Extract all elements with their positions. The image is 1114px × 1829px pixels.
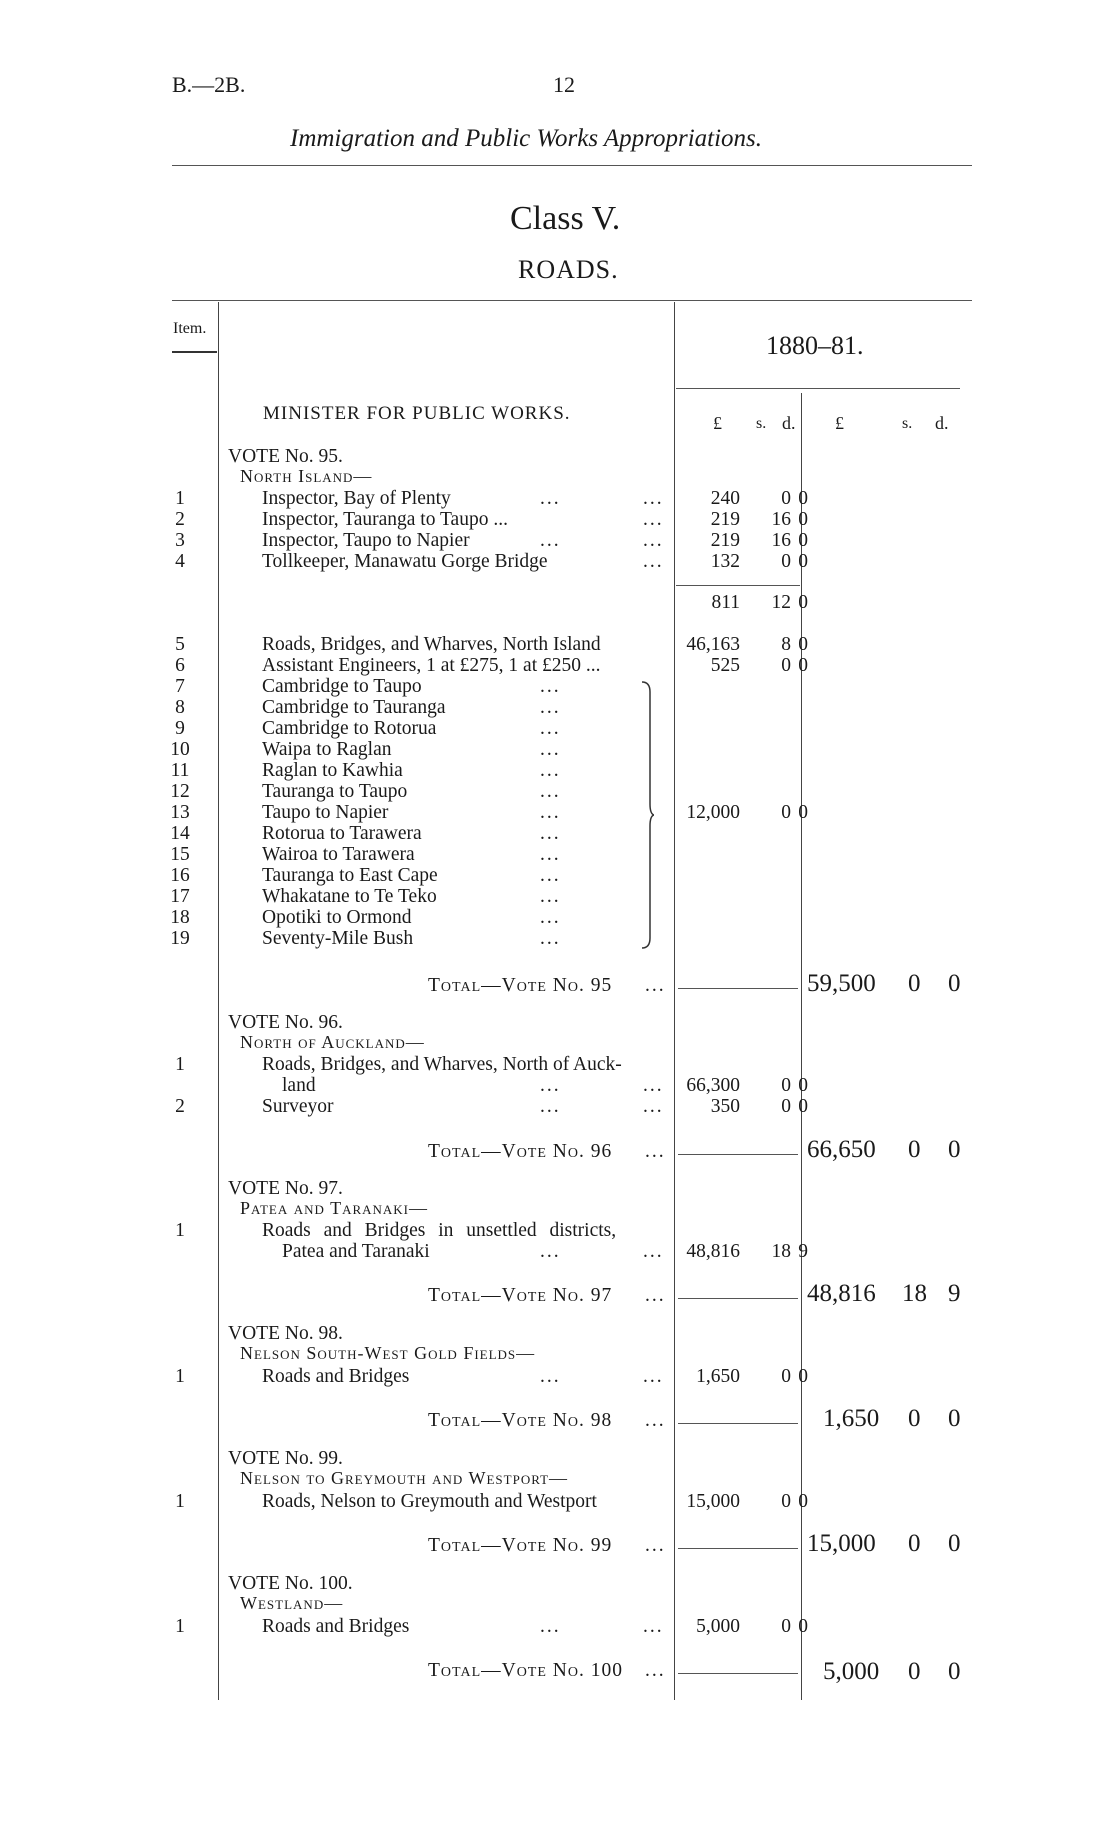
vote-97-region: Patea and Taranaki— bbox=[240, 1198, 429, 1218]
leader-dots: ... bbox=[645, 1141, 666, 1162]
leader-dots: ... bbox=[540, 718, 561, 739]
leader-dots: ... bbox=[540, 739, 561, 760]
amount-pounds: 132 bbox=[710, 551, 740, 572]
table-row bbox=[0, 1241, 1114, 1262]
total-dash-rule bbox=[678, 1673, 798, 1674]
table-row bbox=[0, 928, 1114, 949]
item-number: 16 bbox=[170, 865, 190, 886]
amount-pence: 0 bbox=[798, 1096, 808, 1117]
item-number: 1 bbox=[175, 1366, 185, 1387]
vote-99-title: VOTE No. 99. bbox=[228, 1448, 343, 1469]
amount-pence: 0 bbox=[798, 634, 808, 655]
item-description: Raglan to Kawhia bbox=[262, 760, 403, 781]
item-number: 2 bbox=[175, 509, 185, 530]
section-title: ROADS. bbox=[518, 255, 619, 284]
item-number: 3 bbox=[175, 530, 185, 551]
page-number: 12 bbox=[553, 72, 575, 97]
table-row bbox=[0, 886, 1114, 907]
subtotal-shillings: 12 bbox=[771, 592, 791, 613]
leader-dots: ... bbox=[540, 1241, 561, 1262]
item-number: 1 bbox=[175, 1054, 185, 1075]
table-top-rule bbox=[172, 300, 972, 301]
table-row bbox=[0, 823, 1114, 844]
subtotal-pounds: 811 bbox=[711, 592, 740, 613]
amount-shillings: 0 bbox=[781, 1366, 791, 1387]
table-row bbox=[0, 907, 1114, 928]
item-number: 8 bbox=[175, 697, 185, 718]
leader-dots: ... bbox=[645, 1410, 666, 1431]
item-number: 5 bbox=[175, 634, 185, 655]
leader-dots: ... bbox=[540, 886, 561, 907]
vote-95-total-shillings: 0 bbox=[908, 970, 921, 997]
item-description: Cambridge to Tauranga bbox=[262, 697, 446, 718]
amount-shillings: 0 bbox=[781, 488, 791, 509]
total-dash-rule bbox=[678, 1548, 798, 1549]
item-description-continued: land bbox=[282, 1075, 316, 1096]
leader-dots: ... bbox=[643, 1241, 664, 1262]
class-title: Class V. bbox=[510, 200, 621, 237]
leader-dots: ... bbox=[643, 530, 664, 551]
leader-dots: ... bbox=[643, 551, 664, 572]
vote-96-total-pounds: 66,650 bbox=[807, 1136, 876, 1163]
item-description: Tollkeeper, Manawatu Gorge Bridge bbox=[262, 551, 548, 572]
item-number: 18 bbox=[170, 907, 190, 928]
leader-dots: ... bbox=[645, 1535, 666, 1556]
vote-95-total-label: Total—Vote No. 95 bbox=[428, 975, 613, 996]
table-row bbox=[0, 1366, 1114, 1387]
item-description: Assistant Engineers, 1 at £275, 1 at £250 ... bbox=[262, 655, 601, 676]
vote-98-total-label: Total—Vote No. 98 bbox=[428, 1410, 613, 1431]
leader-dots: ... bbox=[643, 1366, 664, 1387]
item-number: 1 bbox=[175, 1220, 185, 1241]
amount-shillings: 8 bbox=[781, 634, 791, 655]
item-description: Roads and Bridges bbox=[262, 1616, 410, 1637]
subtotal-pence: 0 bbox=[798, 592, 808, 613]
amount-pounds: 66,300 bbox=[686, 1075, 740, 1096]
item-number: 7 bbox=[175, 676, 185, 697]
table-row bbox=[0, 488, 1114, 509]
table-row bbox=[0, 760, 1114, 781]
amount-pence: 0 bbox=[798, 1075, 808, 1096]
item-description: Wairoa to Tarawera bbox=[262, 844, 415, 865]
amount-pence: 0 bbox=[798, 530, 808, 551]
amount-shillings: 0 bbox=[781, 802, 791, 823]
vote-97-total-label: Total—Vote No. 97 bbox=[428, 1285, 613, 1306]
amount-pounds: 48,816 bbox=[686, 1241, 740, 1262]
vote-99-total-shillings: 0 bbox=[908, 1530, 921, 1557]
vote-95-total-pence: 0 bbox=[948, 970, 961, 997]
item-description: Inspector, Bay of Plenty bbox=[262, 488, 451, 509]
item-number: 1 bbox=[175, 488, 185, 509]
header-rule bbox=[172, 165, 972, 166]
leader-dots: ... bbox=[540, 760, 561, 781]
vote-100-region: Westland— bbox=[240, 1593, 344, 1613]
amount-pence: 0 bbox=[798, 1616, 808, 1637]
vote-100-total-pounds: 5,000 bbox=[823, 1658, 880, 1685]
leader-dots: ... bbox=[540, 530, 561, 551]
table-row bbox=[0, 1096, 1114, 1117]
vote-98-title: VOTE No. 98. bbox=[228, 1323, 343, 1344]
vote-95-total-pounds: 59,500 bbox=[807, 970, 876, 997]
shilling-total-header: s. bbox=[902, 415, 913, 432]
amount-shillings: 0 bbox=[781, 551, 791, 572]
vote-99-total-pounds: 15,000 bbox=[807, 1530, 876, 1557]
amount-pence: 0 bbox=[798, 509, 808, 530]
leader-dots: ... bbox=[540, 1366, 561, 1387]
table-row bbox=[0, 781, 1114, 802]
vote-97-total-pounds: 48,816 bbox=[807, 1280, 876, 1307]
vote-99-total-label: Total—Vote No. 99 bbox=[428, 1535, 613, 1556]
item-number: 11 bbox=[170, 760, 190, 781]
item-number: 19 bbox=[170, 928, 190, 949]
amount-shillings: 16 bbox=[771, 530, 791, 551]
vote-100-total-label: Total—Vote No. 100 bbox=[428, 1660, 623, 1681]
item-description: Opotiki to Ormond bbox=[262, 907, 412, 928]
item-description: Roads, Bridges, and Wharves, North of Auck- bbox=[262, 1054, 622, 1075]
page-subtitle: Immigration and Public Works Appropriations. bbox=[290, 125, 763, 152]
vote-98-total-pence: 0 bbox=[948, 1405, 961, 1432]
leader-dots: ... bbox=[540, 844, 561, 865]
table-row bbox=[0, 802, 1114, 823]
item-description-continued: Patea and Taranaki bbox=[282, 1241, 430, 1262]
item-description: Roads, Nelson to Greymouth and Westport bbox=[262, 1491, 597, 1512]
item-description: Inspector, Tauranga to Taupo ... bbox=[262, 509, 508, 530]
item-description: Rotorua to Tarawera bbox=[262, 823, 422, 844]
vote-100-total-pence: 0 bbox=[948, 1658, 961, 1685]
item-description: Whakatane to Te Teko bbox=[262, 886, 437, 907]
item-column-header: Item. bbox=[173, 320, 207, 337]
total-dash-rule bbox=[678, 1154, 798, 1155]
vote-98-total-pounds: 1,650 bbox=[823, 1405, 880, 1432]
document-reference: B.—2B. bbox=[172, 72, 246, 97]
leader-dots: ... bbox=[540, 781, 561, 802]
leader-dots: ... bbox=[643, 509, 664, 530]
amount-pounds: 46,163 bbox=[686, 634, 740, 655]
pound-total-header: £ bbox=[835, 413, 844, 433]
item-description: Surveyor bbox=[262, 1096, 334, 1117]
leader-dots: ... bbox=[540, 1616, 561, 1637]
leader-dots: ... bbox=[645, 1660, 666, 1681]
leader-dots: ... bbox=[540, 1075, 561, 1096]
table-row bbox=[0, 1491, 1114, 1512]
table-row bbox=[0, 1054, 1114, 1075]
leader-dots: ... bbox=[645, 975, 666, 996]
leader-dots: ... bbox=[645, 1285, 666, 1306]
item-number: 1 bbox=[175, 1616, 185, 1637]
pence-header: d. bbox=[782, 413, 796, 433]
year-header-rule bbox=[676, 388, 960, 389]
amount-pounds: 219 bbox=[710, 530, 740, 551]
item-description: Cambridge to Rotorua bbox=[262, 718, 437, 739]
amount-pence: 0 bbox=[798, 551, 808, 572]
table-row bbox=[0, 739, 1114, 760]
table-row bbox=[0, 1616, 1114, 1637]
amount-shillings: 18 bbox=[771, 1241, 791, 1262]
leader-dots: ... bbox=[540, 907, 561, 928]
total-dash-rule bbox=[678, 1423, 798, 1424]
amount-shillings: 0 bbox=[781, 1075, 791, 1096]
item-number: 9 bbox=[175, 718, 185, 739]
table-row bbox=[0, 655, 1114, 676]
leader-dots: ... bbox=[540, 488, 561, 509]
subtotal-row bbox=[0, 592, 1114, 613]
item-description: Inspector, Taupo to Napier bbox=[262, 530, 470, 551]
pound-header: £ bbox=[713, 413, 722, 433]
amount-pounds: 15,000 bbox=[686, 1491, 740, 1512]
leader-dots: ... bbox=[540, 928, 561, 949]
amount-pence: 0 bbox=[798, 802, 808, 823]
vote-100-title: VOTE No. 100. bbox=[228, 1573, 353, 1594]
vote-98-total-shillings: 0 bbox=[908, 1405, 921, 1432]
table-row bbox=[0, 865, 1114, 886]
table-row bbox=[0, 634, 1114, 655]
vote-97-total-shillings: 18 bbox=[902, 1280, 927, 1307]
item-number: 1 bbox=[175, 1491, 185, 1512]
vote-97-title: VOTE No. 97. bbox=[228, 1178, 343, 1199]
item-description: Seventy-Mile Bush bbox=[262, 928, 414, 949]
table-row bbox=[0, 676, 1114, 697]
leader-dots: ... bbox=[540, 1096, 561, 1117]
item-description: Roads and Bridges bbox=[262, 1366, 410, 1387]
leader-dots: ... bbox=[540, 865, 561, 886]
vote-99-total-pence: 0 bbox=[948, 1530, 961, 1557]
item-number: 12 bbox=[170, 781, 190, 802]
vote-96-total-label: Total—Vote No. 96 bbox=[428, 1141, 613, 1162]
amount-shillings: 0 bbox=[781, 655, 791, 676]
amount-pence: 0 bbox=[798, 488, 808, 509]
amount-pounds: 240 bbox=[710, 488, 740, 509]
item-number: 4 bbox=[175, 551, 185, 572]
vote-95-region: North Island— bbox=[240, 466, 373, 486]
amount-shillings: 16 bbox=[771, 509, 791, 530]
vote-96-region: North of Auckland— bbox=[240, 1032, 425, 1052]
vote-96-total-shillings: 0 bbox=[908, 1136, 921, 1163]
item-header-rule bbox=[172, 351, 217, 353]
minister-heading: MINISTER FOR PUBLIC WORKS. bbox=[263, 403, 571, 424]
amount-shillings: 0 bbox=[781, 1616, 791, 1637]
amount-pence: 9 bbox=[798, 1241, 808, 1262]
total-dash-rule bbox=[678, 1298, 798, 1299]
table-row bbox=[0, 697, 1114, 718]
item-number: 10 bbox=[170, 739, 190, 760]
amount-pounds: 525 bbox=[710, 655, 740, 676]
item-number: 14 bbox=[170, 823, 190, 844]
vote-98-region: Nelson South-West Gold Fields— bbox=[240, 1343, 536, 1363]
item-description: Tauranga to Taupo bbox=[262, 781, 408, 802]
table-row bbox=[0, 1075, 1114, 1096]
year-column-header: 1880–81. bbox=[766, 331, 864, 360]
leader-dots: ... bbox=[643, 1075, 664, 1096]
item-number: 6 bbox=[175, 655, 185, 676]
table-row bbox=[0, 551, 1114, 572]
pence-total-header: d. bbox=[935, 413, 949, 433]
item-description: Roads and Bridges in unsettled districts, bbox=[262, 1220, 617, 1241]
leader-dots: ... bbox=[540, 802, 561, 823]
item-description: Roads, Bridges, and Wharves, North Island bbox=[262, 634, 601, 655]
amount-pounds: 5,000 bbox=[696, 1616, 740, 1637]
vote-99-region: Nelson to Greymouth and Westport— bbox=[240, 1468, 569, 1488]
amount-pence: 0 bbox=[798, 1366, 808, 1387]
amount-shillings: 0 bbox=[781, 1096, 791, 1117]
amount-pence: 0 bbox=[798, 655, 808, 676]
leader-dots: ... bbox=[643, 1616, 664, 1637]
item-description: Tauranga to East Cape bbox=[262, 865, 438, 886]
item-description: Cambridge to Taupo bbox=[262, 676, 422, 697]
item-number: 15 bbox=[170, 844, 190, 865]
leader-dots: ... bbox=[540, 676, 561, 697]
item-number: 17 bbox=[170, 886, 190, 907]
amount-pounds: 350 bbox=[710, 1096, 740, 1117]
shilling-header: s. bbox=[756, 415, 767, 432]
item-number: 2 bbox=[175, 1096, 185, 1117]
amount-pounds: 12,000 bbox=[686, 802, 740, 823]
amount-shillings: 0 bbox=[781, 1491, 791, 1512]
leader-dots: ... bbox=[540, 697, 561, 718]
amount-pounds: 219 bbox=[710, 509, 740, 530]
vote-97-total-pence: 9 bbox=[948, 1280, 961, 1307]
vote-95-title: VOTE No. 95. bbox=[228, 446, 343, 467]
item-number: 13 bbox=[170, 802, 190, 823]
total-dash-rule bbox=[678, 988, 798, 989]
amount-pounds: 1,650 bbox=[696, 1366, 740, 1387]
leader-dots: ... bbox=[643, 1096, 664, 1117]
table-row bbox=[0, 1220, 1114, 1241]
table-row bbox=[0, 530, 1114, 551]
vote-100-total-shillings: 0 bbox=[908, 1658, 921, 1685]
amount-pence: 0 bbox=[798, 1491, 808, 1512]
grouping-brace-icon bbox=[640, 680, 654, 950]
leader-dots: ... bbox=[540, 823, 561, 844]
table-row bbox=[0, 844, 1114, 865]
item-description: Waipa to Raglan bbox=[262, 739, 392, 760]
item-description: Taupo to Napier bbox=[262, 802, 389, 823]
vote-96-total-pence: 0 bbox=[948, 1136, 961, 1163]
vote-96-title: VOTE No. 96. bbox=[228, 1012, 343, 1033]
subtotal-rule bbox=[676, 585, 800, 586]
table-row bbox=[0, 718, 1114, 739]
table-row bbox=[0, 509, 1114, 530]
leader-dots: ... bbox=[643, 488, 664, 509]
